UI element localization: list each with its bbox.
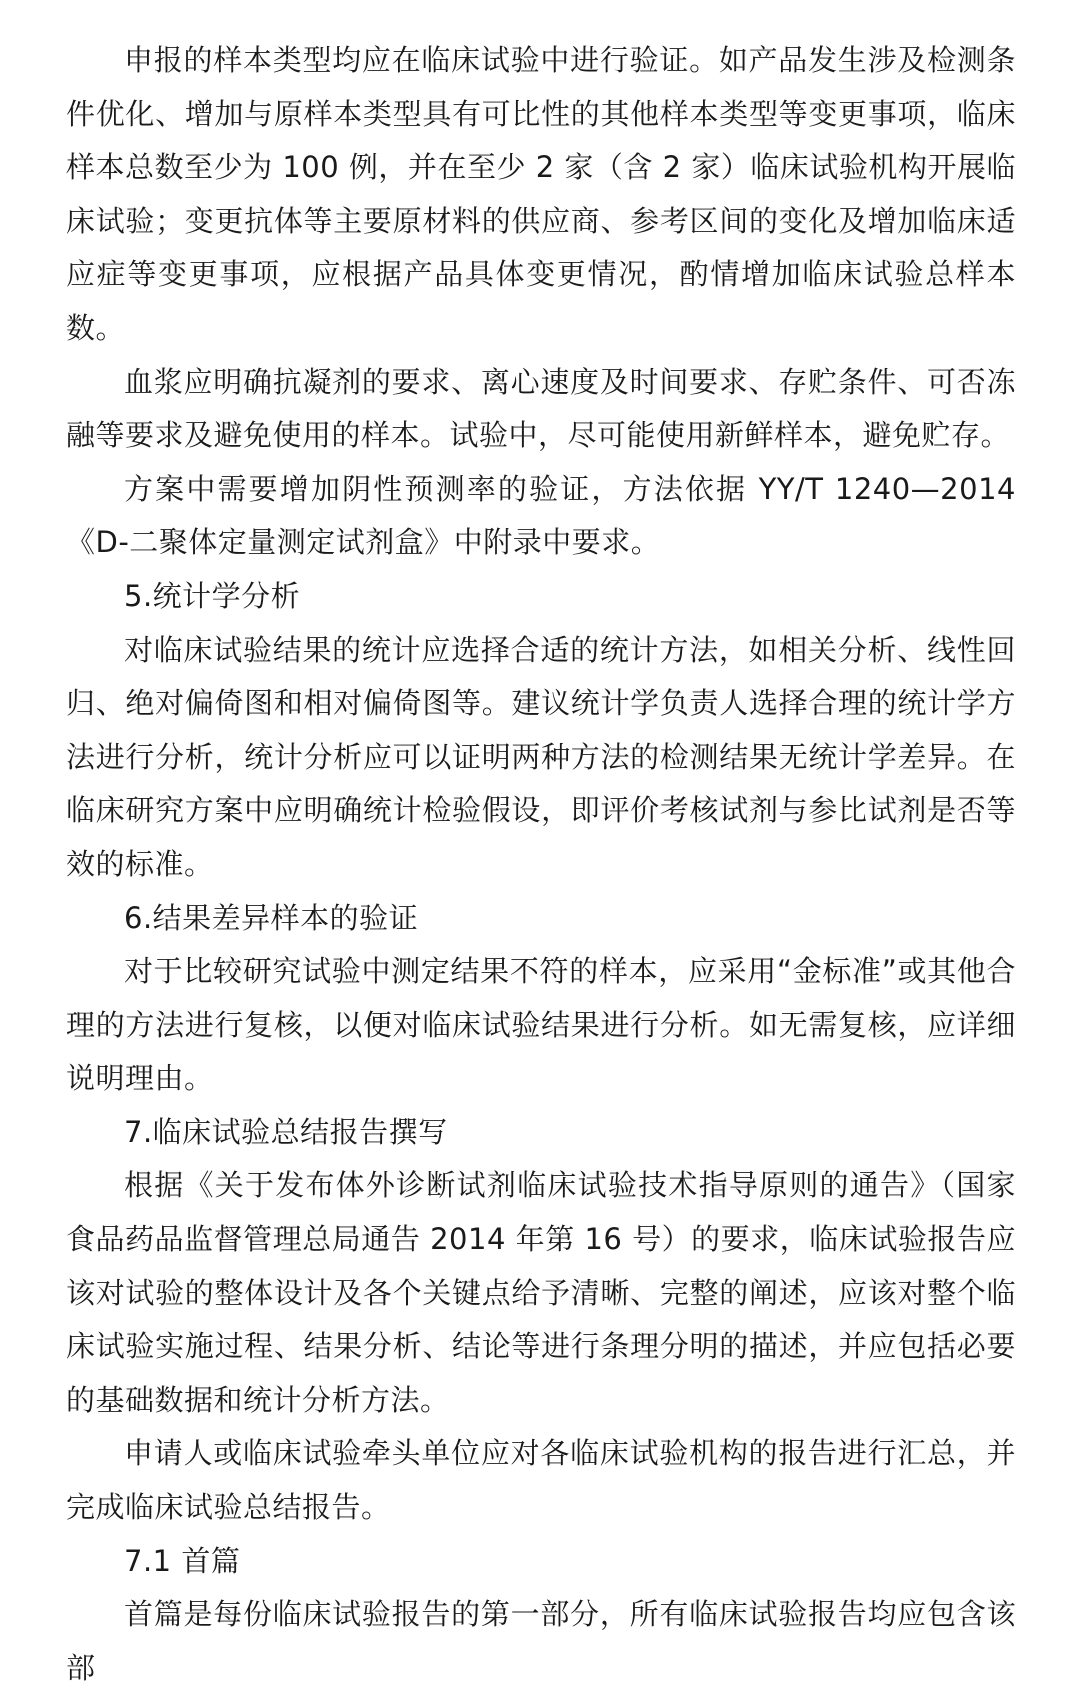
- document-page: [66, 34, 1016, 1695]
- paragraph-first-part: 首篇是每份临床试验报告的第一部分，所有临床试验报告均应包含该部: [66, 1597, 1016, 1685]
- section-heading-first-part: 7.1 首篇: [124, 1543, 241, 1578]
- paragraph-sample-types: 申报的样本类型均应在临床试验中进行验证。如产品发生涉及检测条件优化、增加与原样本类型具有可比性的其他样本类型等变更事项，临床样本总数至少为 100 例，并在至少 2 家（含 2 家）临床试验机构开展临床试验；变更抗体等主要原材料的供应商、参考区间的变化及增加临床适应症等变更事项，应根据产品具体变更情况，酌情增加临床试验总样本数。: [66, 43, 1016, 345]
- section-heading-discrepant-samples: 6.结果差异样本的验证: [124, 900, 419, 935]
- section-heading-statistics: 5.统计学分析: [124, 578, 301, 613]
- paragraph-discrepant-verification: 对于比较研究试验中测定结果不符的样本，应采用“金标准”或其他合理的方法进行复核，以便对临床试验结果进行分析。如无需复核，应详细说明理由。: [66, 954, 1016, 1096]
- paragraph-plasma-requirements: 血浆应明确抗凝剂的要求、离心速度及时间要求、存贮条件、可否冻融等要求及避免使用的样本。试验中，尽可能使用新鲜样本，避免贮存。: [66, 364, 1016, 453]
- paragraph-negative-predictive-rate: 方案中需要增加阴性预测率的验证，方法依据 YY/T 1240—2014《D-二聚体定量测定试剂盒》中附录中要求。: [66, 471, 1016, 560]
- paragraph-statistical-methods: 对临床试验结果的统计应选择合适的统计方法，如相关分析、线性回归、绝对偏倚图和相对偏倚图等。建议统计学负责人选择合理的统计学方法进行分析，统计分析应可以证明两种方法的检测结果无统计学差异。在临床研究方案中应明确统计检验假设，即评价考核试剂与参比试剂是否等效的标准。: [66, 632, 1016, 881]
- section-heading-summary-report: 7.临床试验总结报告撰写: [124, 1114, 448, 1149]
- paragraph-report-requirements: 根据《关于发布体外诊断试剂临床试验技术指导原则的通告》（国家食品药品监督管理总局通告 2014 年第 16 号）的要求，临床试验报告应该对试验的整体设计及各个关键点给予清晰、完整的阐述，应该对整个临床试验实施过程、结果分析、结论等进行条理分明的描述，并应包括必要的基础数据和统计分析方法。: [66, 1168, 1016, 1417]
- paragraph-report-summary: 申请人或临床试验牵头单位应对各临床试验机构的报告进行汇总，并完成临床试验总结报告。: [66, 1436, 1016, 1525]
